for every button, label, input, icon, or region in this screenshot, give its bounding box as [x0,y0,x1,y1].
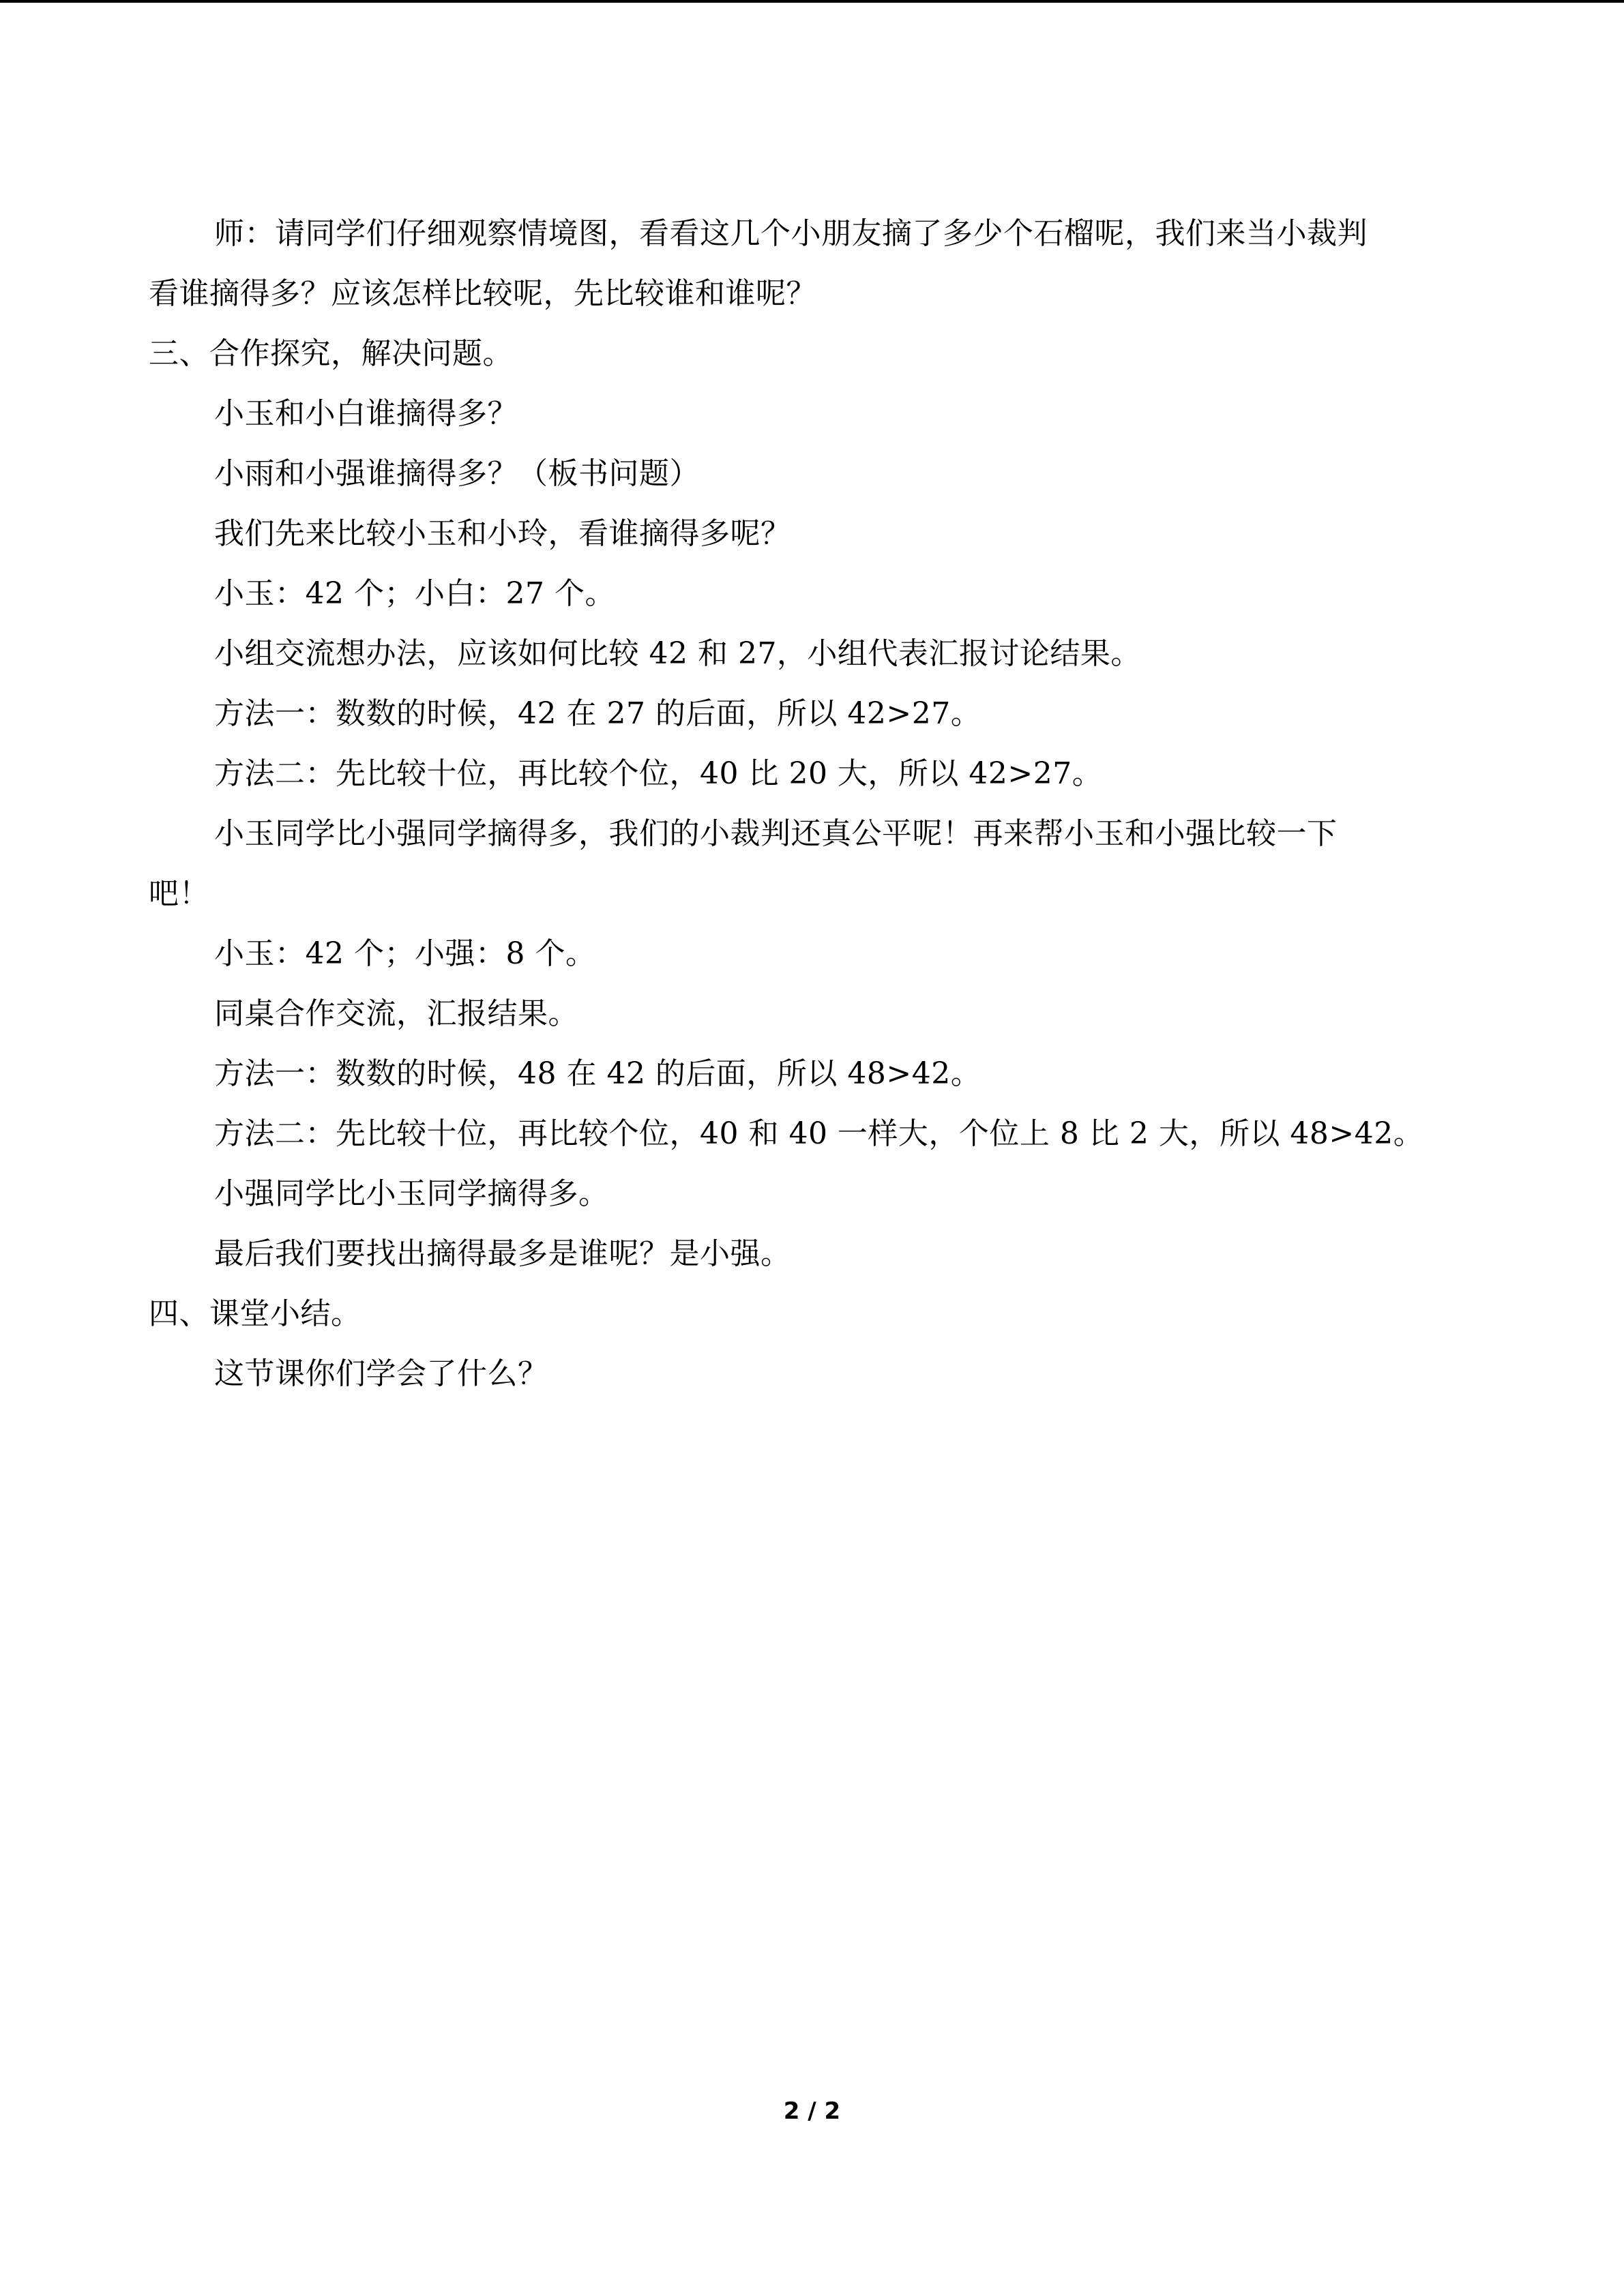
section-heading: 四、课堂小结。 [149,1296,361,1331]
paragraph-line: 方法二：先比较十位，再比较个位，40 比 20 大，所以 42>27。 [214,756,1103,791]
paragraph-line: 小玉和小白谁摘得多？ [214,396,518,431]
paragraph-line: 师：请同学们仔细观察情境图，看看这几个小朋友摘了多少个石榴呢，我们来当小裁判 [214,216,1368,251]
paragraph-line: 最后我们要找出摘得最多是谁呢？是小强。 [214,1236,791,1271]
paragraph-line: 小雨和小强谁摘得多？（板书问题） [214,456,700,491]
paragraph-line: 这节课你们学会了什么？ [214,1356,548,1391]
paragraph-line: 我们先来比较小玉和小玲，看谁摘得多呢？ [214,516,791,551]
paragraph-line: 小玉：42 个；小强：8 个。 [214,936,596,971]
paragraph-line: 小玉：42 个；小白：27 个。 [214,576,615,611]
paragraph-line: 小玉同学比小强同学摘得多，我们的小裁判还真公平呢！再来帮小玉和小强比较一下 [214,816,1338,851]
section-heading: 三、合作探究，解决问题。 [149,336,513,371]
paragraph-line: 方法一：数数的时候，48 在 42 的后面，所以 48>42。 [214,1056,981,1091]
paragraph-line: 方法一：数数的时候，42 在 27 的后面，所以 42>27。 [214,696,981,731]
paragraph-line: 看谁摘得多？应该怎样比较呢，先比较谁和谁呢？ [149,276,816,311]
paragraph-line: 同桌合作交流，汇报结果。 [214,996,578,1031]
paragraph-line: 小强同学比小玉同学摘得多。 [214,1176,609,1211]
paragraph-line: 小组交流想办法，应该如何比较 42 和 27，小组代表汇报讨论结果。 [214,636,1141,671]
page-number: 2 / 2 [783,2098,841,2125]
paragraph-line: 吧！ [149,876,209,911]
paragraph-line: 方法二：先比较十位，再比较个位，40 和 40 一样大，个位上 8 比 2 大，所以 48>42。 [214,1116,1424,1151]
